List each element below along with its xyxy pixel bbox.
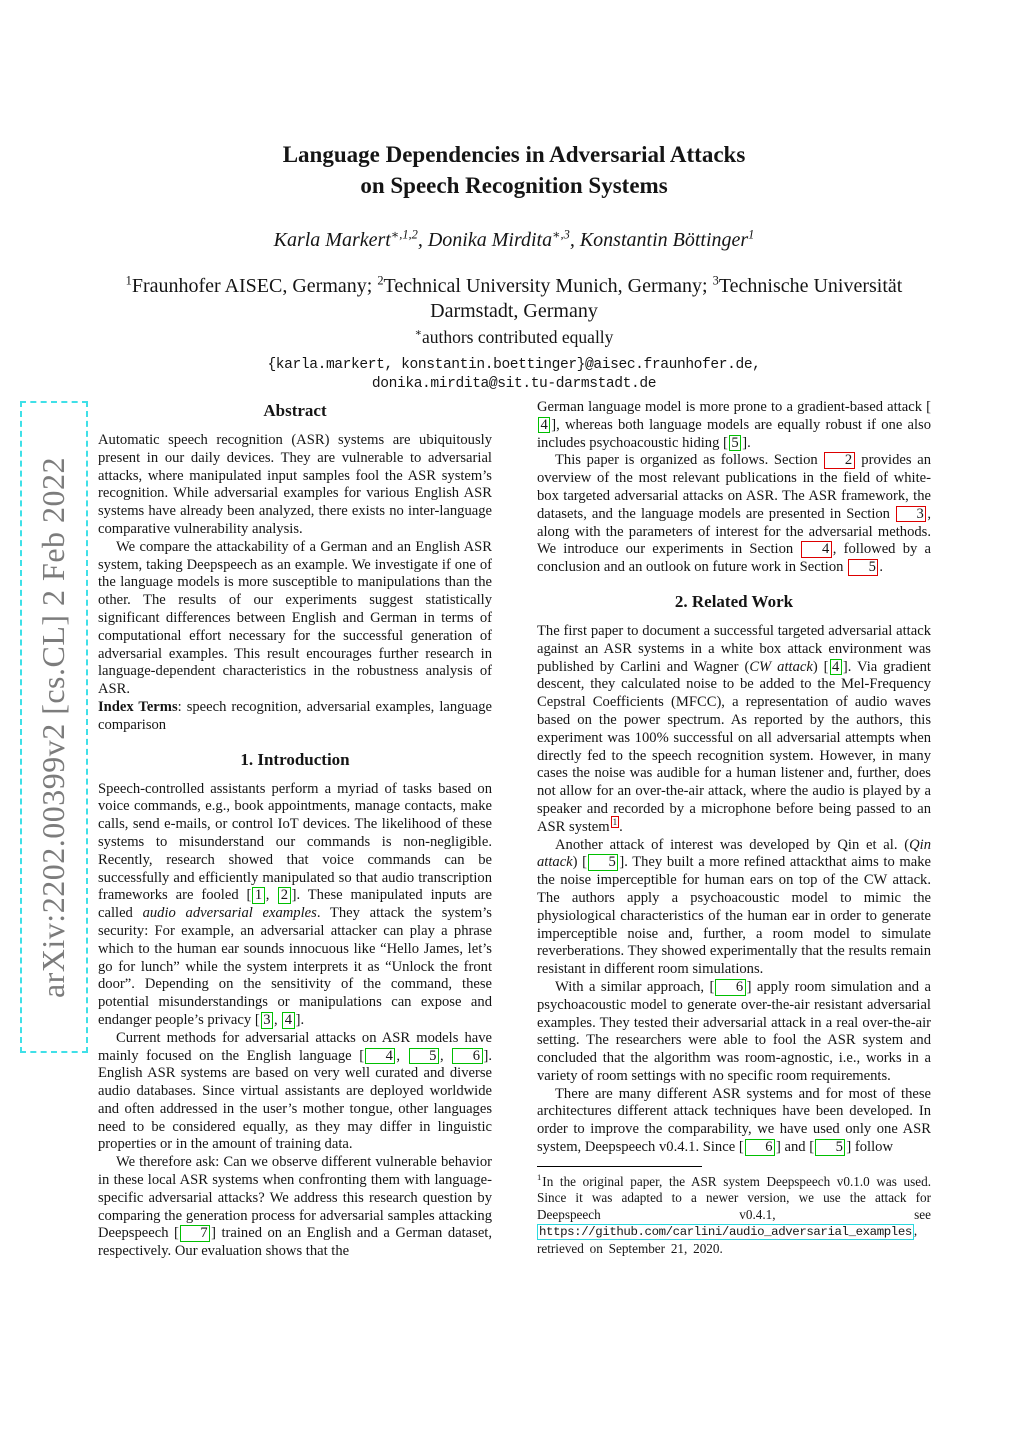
paper-title-line-2: on Speech Recognition Systems <box>360 173 668 198</box>
text-run: ]. Via gradient descent, they calculated noise to be added to the Mel-Frequency Cepstral Coefficients (MFCC), a representation of audio waves based on the power spectrum. As reported by the authors, this experiment was 100% successful on all adversarial attempts when directly fed to the speech recognition system. However, in many cases the noise was audible for a human listener and, further, does not allow for an over-the-air attack, where the audio is played by a speaker and recorded by a microphone before being passed to an ASR system <box>537 658 931 835</box>
citation-link[interactable]: 1 <box>252 887 264 904</box>
paragraph <box>98 1030 492 1155</box>
superscript: 3 <box>712 273 719 288</box>
footnote-marker: 1 <box>537 1172 542 1183</box>
text-run: There are many different ASR systems and for most of these architectures different attack techniques have been developed. In order to improve the comparability, we have used only one ASR system, Deepspeech v0.4.1. Since [ <box>537 1085 931 1156</box>
section-ref-link[interactable]: 4 <box>801 541 831 558</box>
authors-line <box>96 228 932 252</box>
paragraph <box>537 452 931 577</box>
text-run: ) [ <box>572 854 588 871</box>
author-emails <box>96 356 932 394</box>
text-run: ]. <box>295 1011 305 1028</box>
paper-header <box>96 139 932 394</box>
text-run: With a similar approach, [ <box>555 978 715 995</box>
citation-link[interactable]: 6 <box>715 979 745 996</box>
text-run: The first paper to document a successful targeted adversarial attack against an ASR systems in a white box attack environment was published by Carlini and Wagner ( <box>537 622 931 675</box>
equal-contribution-note <box>96 327 932 348</box>
paper-title-line-1: Language Dependencies in Adversarial Attacks <box>282 142 746 167</box>
text-run: This paper is organized as follows. Section <box>555 452 824 469</box>
citation-link[interactable]: 5 <box>588 854 618 871</box>
paragraph <box>537 1086 931 1157</box>
superscript: ∗,3 <box>552 227 570 242</box>
text-run: Index Terms <box>98 698 178 715</box>
text-run: , <box>273 1011 282 1028</box>
text-run: , Konstantin Böttinger <box>569 229 749 251</box>
text-run: Automatic speech recognition (ASR) systems are ubiquitously present in our daily devices. They are vulnerable to adversarial attacks, where manipulated input samples fool the ASR system’s recognition. While adversarial examples for various English ASR systems have already been analyzed, there exists no inter-language comparative vulnerability analysis. <box>98 432 492 537</box>
footnote-text <box>537 1174 931 1257</box>
text-run: Technische Universität Darmstadt, Germany <box>430 275 903 322</box>
superscript: ∗ <box>414 327 422 340</box>
section-heading: Abstract <box>263 401 327 420</box>
footnote-ref-link[interactable]: 1 <box>612 816 618 827</box>
section-heading: 1. Introduction <box>240 749 350 769</box>
text-run: authors contributed equally <box>421 327 614 347</box>
text-run: : speech recognition, adversarial examples, language comparison <box>98 698 492 733</box>
superscript: 1 <box>748 227 755 242</box>
arxiv-stamp-link[interactable] <box>20 401 88 1053</box>
text-run: Qin attack <box>537 836 931 871</box>
text-run: provides an overview of the most relevant publications in the field of white-box targeted adversarial attacks on ASR. The ASR framework, the datasets, and the language models are presented in Section <box>537 452 931 522</box>
paragraph <box>98 539 492 699</box>
affiliations-line <box>96 274 932 324</box>
text-run: , <box>396 1047 408 1064</box>
citation-link[interactable]: 6 <box>452 1048 482 1065</box>
citation-link[interactable]: 4 <box>538 417 550 434</box>
superscript: ∗,1,2 <box>390 227 418 242</box>
paragraph <box>537 399 931 452</box>
superscript: 1 <box>125 273 132 288</box>
text-run: ] trained on an English and a German dataset, respectively. Our evaluation shows that the <box>98 1225 492 1260</box>
text-run: ]. They built a more refined attackthat aims to make the noise imperceptible for human ears on top of the CW attack. The authors apply a psychoacoustic model to mimic the physiological characteristics of the human ear in order to generate imperceptible noise and, further, a room model to simulate reverberations. They showed experimentally that the results remain resistant in different room simulations. <box>537 854 931 978</box>
paragraph <box>98 699 492 735</box>
text-run: Another attack of interest was developed by Qin et al. ( <box>555 836 910 853</box>
text-run: ] and [ <box>776 1139 815 1156</box>
paragraph <box>537 979 931 1086</box>
email-line-1: {karla.markert, konstantin.boettinger}@aisec.fraunhofer.de, <box>267 357 761 373</box>
text-run: ], whereas both language models are equally robust if one also includes psychoacoustic hiding [ <box>537 416 931 451</box>
footnote-rule <box>537 1166 702 1167</box>
text-run: audio adversarial examples <box>142 905 317 922</box>
text-run: Fraunhofer AISEC, Germany; <box>131 275 378 297</box>
text-run: ) [ <box>812 658 829 675</box>
text-run: In the original paper, the ASR system Deepspeech v0.1.0 was used. Since it was adapted to a newer version, we use the attack for Deepspeech v0.4.1, see <box>537 1173 931 1222</box>
text-run: CW attack <box>749 658 813 675</box>
text-run: , Donika Mirdita <box>417 229 553 251</box>
section-ref-link[interactable]: 2 <box>824 452 854 469</box>
citation-link[interactable]: 3 <box>261 1012 273 1029</box>
text-run: , followed by a conclusion and an outlook on future work in Section <box>537 541 931 576</box>
right-column <box>537 399 931 1257</box>
text-run: Karla Markert <box>273 229 391 251</box>
citation-link[interactable]: 4 <box>830 659 842 676</box>
left-column <box>98 399 492 1261</box>
text-run: ]. These manipulated inputs are called <box>98 887 492 922</box>
citation-link[interactable]: 4 <box>365 1048 395 1065</box>
paragraph <box>537 623 931 837</box>
text-run: We compare the attackability of a German and an English ASR system, taking Deepspeech as an example. We investigate if one of the language models is more susceptible to manipulations than the other. The results of our experiments suggest statistically significant differences between English and German in terms of computational effort necessary for the successful generation of adversarial examples. This result encourages further research in language-dependent characteristics in the robustness analysis of ASR. <box>98 538 492 698</box>
superscript: 2 <box>377 273 384 288</box>
text-run: ] follow <box>846 1139 894 1156</box>
text-run: , along with the parameters of interest for the adversarial methods. We introduce our experiments in Section <box>537 505 931 558</box>
text-run: Technical University Munich, Germany; <box>383 275 713 297</box>
text-run: ]. <box>742 434 751 451</box>
citation-link[interactable]: 5 <box>729 435 741 452</box>
citation-link[interactable]: 5 <box>815 1139 845 1156</box>
text-run: Current methods for adversarial attacks on ASR models have mainly focused on the English language [ <box>98 1029 492 1064</box>
text-run: , <box>265 887 278 904</box>
section-heading: 2. Related Work <box>674 591 794 611</box>
text-run: We therefore ask: Can we observe different vulnerable behavior in these local ASR systems when confronting them with language-specific adversarial attacks? We address this research question by comparing the generation process for adversarial samples attacking Deepspeech [ <box>98 1154 492 1242</box>
url-link[interactable]: https://github.com/carlini/audio_adversarial_examples <box>539 1225 912 1240</box>
citation-link[interactable]: 4 <box>282 1012 294 1029</box>
text-run: ]. English ASR systems are based on very well curated and diverse audio databases. Since virtual assistants are deployed worldwide and often addressed in the user’s mother tongue, other languages need to be considered equally, as they may differ in linguistic properties or in the amount of training data. <box>98 1047 493 1153</box>
section-ref-link[interactable]: 5 <box>848 559 878 576</box>
text-run: , <box>439 1047 452 1064</box>
text-run: . <box>879 559 884 576</box>
text-run: . They attack the system’s security: For example, an adversarial attacker can play a phrase which to the human ear sounds innocuous like “Hello James, let’s go for lunch” while the system interprets it as “Unlock the front door”. Depending on the sensitivity of the command, these potential misunderstandings or manipulations can expose and endanger people’s privacy [ <box>98 905 492 1028</box>
text-run: , retrieved on September 21, 2020. <box>537 1223 918 1256</box>
paragraph <box>98 432 492 539</box>
arxiv-stamp-text: arXiv:2202.00399v2 [cs.CL] 2 Feb 2022 <box>35 456 72 998</box>
email-line-2: donika.mirdita@sit.tu-darmstadt.de <box>371 376 657 392</box>
text-run: ] apply room simulation and a psychoacoustic model to generate over-the-air resistant adversarial examples. They tested their adversarial attack in a real over-the-air setting. The researchers were able to fool the ASR system and concluded that the algorithm was room-agnostic, i.e., works in a variety of room settings with no specific room requirements. <box>537 978 932 1084</box>
citation-link[interactable]: 6 <box>745 1139 775 1156</box>
citation-link[interactable]: 5 <box>409 1048 439 1065</box>
paragraph <box>98 1154 492 1261</box>
paragraph <box>537 837 931 979</box>
text-run: Speech-controlled assistants perform a myriad of tasks based on voice commands, e.g., book appointments, manage contacts, make calls, send e-mails, or control IoT devices. The likelihood of these systems to misunderstand our commands is non-negligible. Recently, research showed that voice commands can be successfully and efficiently manipulated so that audio transcription frameworks are fooled [ <box>98 780 492 904</box>
citation-link[interactable]: 7 <box>180 1225 210 1242</box>
section-ref-link[interactable]: 3 <box>896 506 926 523</box>
text-run: . <box>619 818 623 835</box>
text-run: German language model is more prone to a gradient-based attack [ <box>537 399 931 415</box>
citation-link[interactable]: 2 <box>278 887 290 904</box>
paragraph <box>98 781 492 1030</box>
